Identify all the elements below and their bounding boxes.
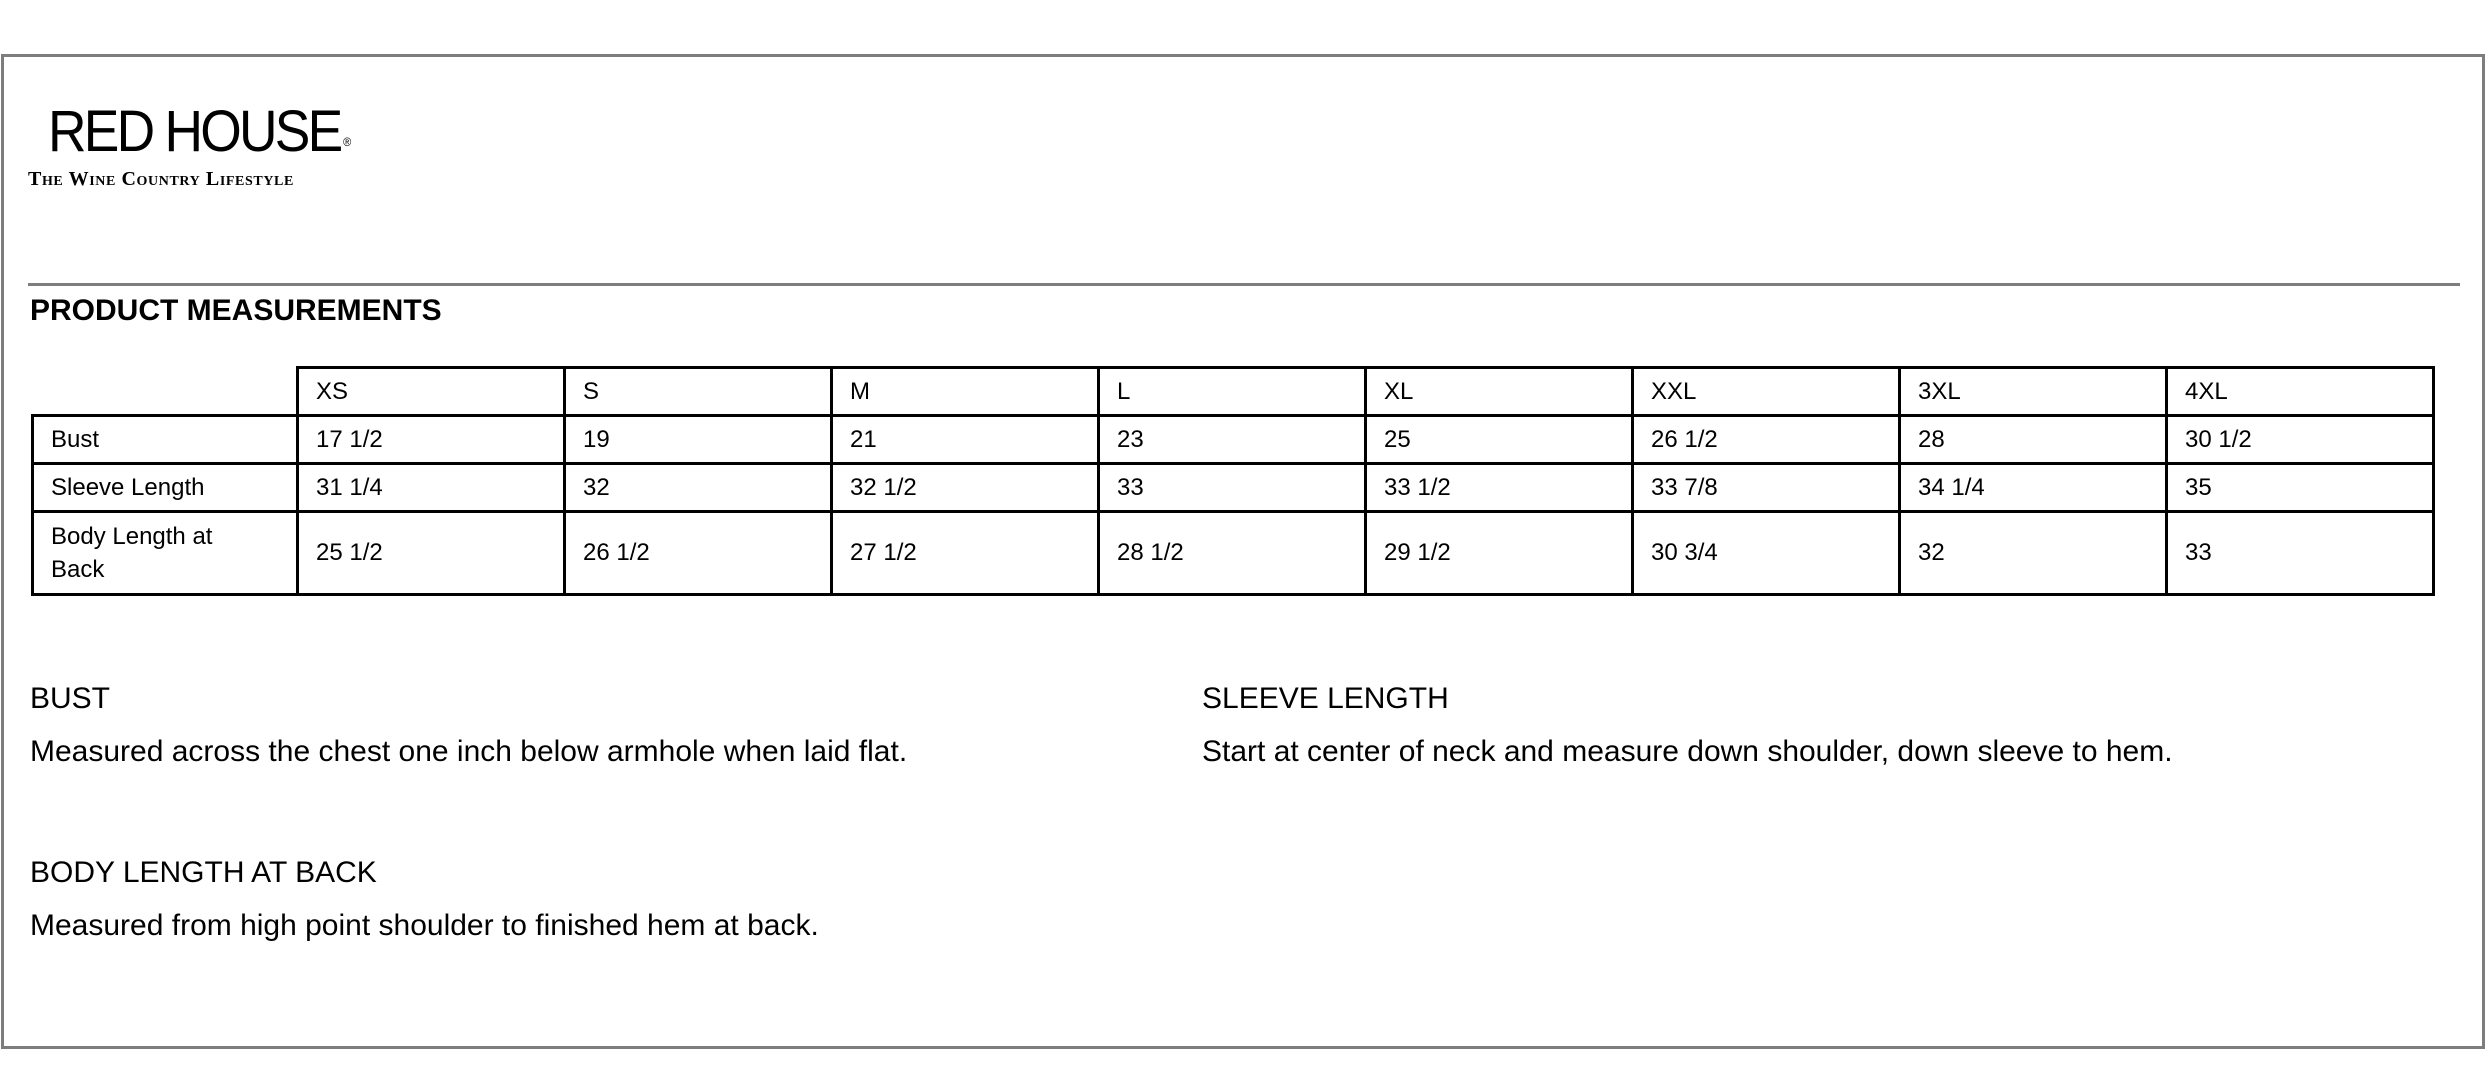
table-row xyxy=(33,416,2434,464)
size-header: XXL xyxy=(1633,368,1900,416)
brand-logo xyxy=(28,100,368,200)
size-header: S xyxy=(565,368,832,416)
table-corner-cell xyxy=(33,368,298,416)
row-label xyxy=(33,512,298,595)
table-cell: 32 1/2 xyxy=(832,464,1099,512)
body-length-definition xyxy=(30,855,819,944)
table-row xyxy=(33,464,2434,512)
header-divider xyxy=(28,283,2460,286)
size-header: XS xyxy=(298,368,565,416)
table-cell: 35 xyxy=(2167,464,2434,512)
sleeve-length-text: Start at center of neck and measure down shoulder, down sleeve to hem. xyxy=(1202,735,2173,768)
table-cell: 19 xyxy=(565,416,832,464)
section-title: PRODUCT MEASUREMENTS xyxy=(30,294,442,327)
table-cell: 26 1/2 xyxy=(1633,416,1900,464)
table-cell: 25 xyxy=(1366,416,1633,464)
brand-tagline: The Wine Country Lifestyle xyxy=(28,168,294,190)
table-cell: 31 1/4 xyxy=(298,464,565,512)
brand-name: RED HOUSE ® xyxy=(48,99,352,164)
table-cell: 30 1/2 xyxy=(2167,416,2434,464)
table-cell: 33 xyxy=(1099,464,1366,512)
size-header: 3XL xyxy=(1900,368,2167,416)
size-header: XL xyxy=(1366,368,1633,416)
table-cell: 25 1/2 xyxy=(298,512,565,595)
bust-title: BUST xyxy=(30,682,111,715)
row-label: Bust xyxy=(33,416,298,464)
table-cell: 32 xyxy=(565,464,832,512)
table-cell: 26 1/2 xyxy=(565,512,832,595)
size-header: 4XL xyxy=(2167,368,2434,416)
measurements-table xyxy=(31,366,2435,596)
table-cell: 28 1/2 xyxy=(1099,512,1366,595)
table-cell: 23 xyxy=(1099,416,1366,464)
table-cell: 32 xyxy=(1900,512,2167,595)
table-cell: 28 xyxy=(1900,416,2167,464)
size-header: M xyxy=(832,368,1099,416)
table-cell: 34 1/4 xyxy=(1900,464,2167,512)
body-length-title: BODY LENGTH AT BACK xyxy=(30,856,377,889)
table-cell: 17 1/2 xyxy=(298,416,565,464)
table-cell: 30 3/4 xyxy=(1633,512,1900,595)
table-cell: 29 1/2 xyxy=(1366,512,1633,595)
sleeve-length-definition xyxy=(1202,681,2173,770)
row-label: Sleeve Length xyxy=(33,464,298,512)
bust-definition xyxy=(30,681,907,770)
size-header: L xyxy=(1099,368,1366,416)
sleeve-length-title: SLEEVE LENGTH xyxy=(1202,682,1449,715)
registered-mark: ® xyxy=(343,135,352,149)
table-cell: 33 xyxy=(2167,512,2434,595)
table-cell: 33 7/8 xyxy=(1633,464,1900,512)
table-row xyxy=(33,512,2434,595)
body-length-text: Measured from high point shoulder to finished hem at back. xyxy=(30,909,819,942)
table-header-row xyxy=(33,368,2434,416)
row-label-text: Body Length at Back xyxy=(51,523,213,583)
table-cell: 27 1/2 xyxy=(832,512,1099,595)
table-cell: 33 1/2 xyxy=(1366,464,1633,512)
bust-text: Measured across the chest one inch below armhole when laid flat. xyxy=(30,735,908,768)
table-cell: 21 xyxy=(832,416,1099,464)
